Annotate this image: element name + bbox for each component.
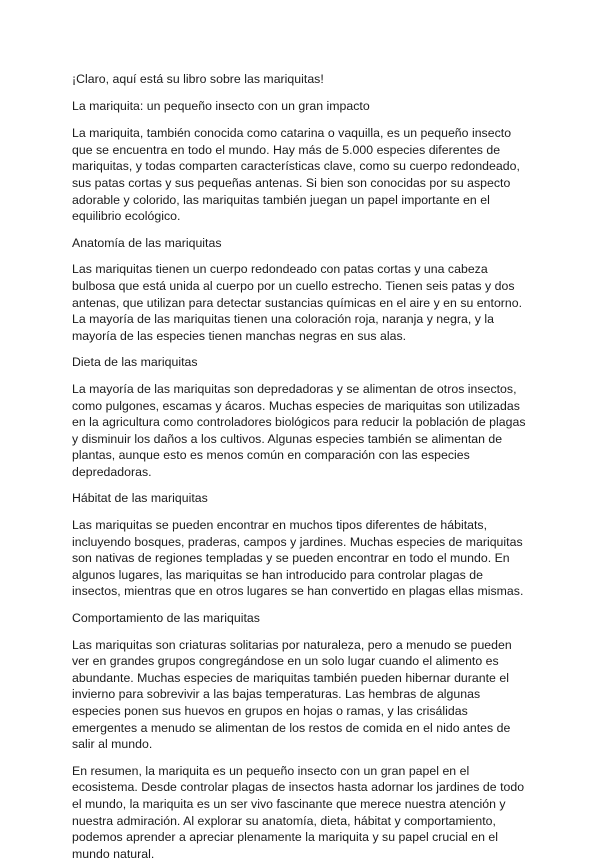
paragraph-diet: La mayoría de las mariquitas son depredadoras y se alimentan de otros insectos, como pulgones, escamas y ácaros. Muchas especies de mariquitas son utilizadas en la agricultura como controladores biológicos para reducir la población de plagas y disminuir los daños a los cultivos. Algunas especies también se alimentan de plantas, aunque esto es menos común en comparación con las especies depredadoras. bbox=[72, 381, 526, 479]
paragraph-introduction: La mariquita, también conocida como catarina o vaquilla, es un pequeño insecto que se encuentra en todo el mundo. Hay más de 5.000 especies diferentes de mariquitas, y todas comparten características clave, como su cuerpo redondeado, sus patas cortas y sus pequeñas antenas. Si bien son conocidas por su aspecto adorable y colorido, las mariquitas también juegan un papel importante en el equilibrio ecológico. bbox=[72, 126, 520, 224]
heading-behavior: Comportamiento de las mariquitas bbox=[72, 611, 260, 626]
heading-diet: Dieta de las mariquitas bbox=[72, 355, 198, 370]
paragraph-habitat: Las mariquitas se pueden encontrar en muchos tipos diferentes de hábitats, incluyendo bosques, praderas, campos y jardines. Muchas especies de mariquitas son nativas de regiones templadas y se pueden encontrar en todo el mundo. En algunos lugares, las mariquitas se han introducido para controlar plagas de insectos, mientras que en otros lugares se han convertido en plagas ellas mismas. bbox=[72, 518, 524, 599]
intro-line: ¡Claro, aquí está su libro sobre las mariquitas! bbox=[72, 72, 324, 86]
document-title: La mariquita: un pequeño insecto con un gran impacto bbox=[72, 98, 370, 113]
paragraph-behavior: Las mariquitas son criaturas solitarias por naturaleza, pero a menudo se pueden ver en grandes grupos congregándose en un solo lugar cuando el alimento es abundante. Muchas especies de mariquitas también pueden hibernar durante el invierno para sobrevivir a las bajas temperaturas. Las hembras de algunas especies ponen sus huevos en grupos en hojas o ramas, y las crisálidas emergentes a menudo se alimentan de los restos de comida en el nido antes de salir al mundo. bbox=[72, 637, 512, 752]
paragraph-anatomy: Las mariquitas tienen un cuerpo redondeado con patas cortas y una cabeza bulbosa que está unida al cuerpo por un cuello estrecho. Tienen seis patas y dos antenas, que utilizan para detectar sustancias químicas en el aire y en su entorno. La mayoría de las mariquitas tienen una coloración roja, naranja y negra, y la mayoría de las especies tienen manchas negras en sus alas. bbox=[72, 262, 523, 343]
heading-anatomy: Anatomía de las mariquitas bbox=[72, 235, 222, 250]
paragraph-summary: En resumen, la mariquita es un pequeño insecto con un gran papel en el ecosistema. Desde controlar plagas de insectos hasta adornar los jardines de todo el mundo, la mariquita es un ser vivo fascinante que merece nuestra atención y nuestra admiración. Al explorar su anatomía, dieta, hábitat y comportamiento, podemos aprender a apreciar plenamente la mariquita y su papel crucial en el mundo natural. bbox=[72, 763, 525, 861]
heading-habitat: Hábitat de las mariquitas bbox=[72, 491, 208, 506]
